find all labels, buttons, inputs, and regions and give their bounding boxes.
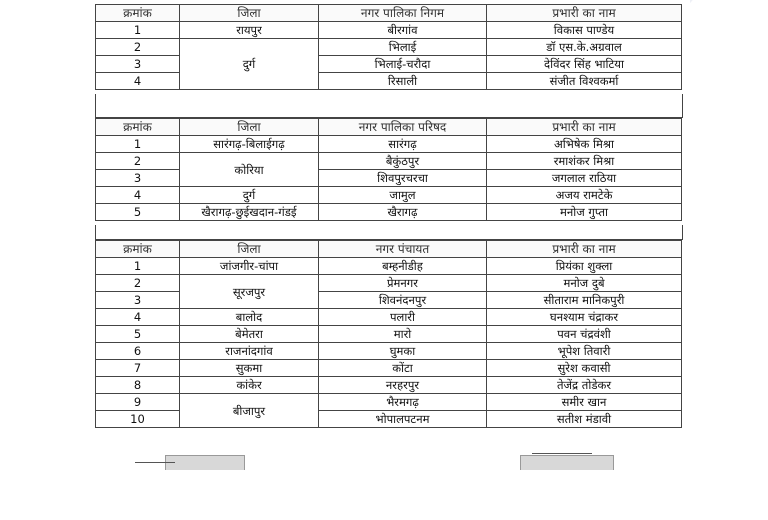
table-nagar-panchayat xyxy=(95,240,682,428)
body-cell: कोंटा xyxy=(319,360,487,377)
incharge-cell: सतीश मंडावी xyxy=(487,411,682,428)
body-cell: घुमका xyxy=(319,343,487,360)
signature-stroke-right xyxy=(532,453,592,454)
table-row xyxy=(96,136,682,153)
incharge-cell: घनश्याम चंद्राकर xyxy=(487,309,682,326)
body-cell: भोपालपटनम xyxy=(319,411,487,428)
section-separator xyxy=(95,225,683,240)
serial-cell: 3 xyxy=(96,56,180,73)
table-row xyxy=(96,343,682,360)
serial-cell: 1 xyxy=(96,136,180,153)
header-district: जिला xyxy=(180,5,319,22)
incharge-cell: समीर खान xyxy=(487,394,682,411)
header-body: नगर पालिका परिषद xyxy=(319,119,487,136)
serial-cell: 5 xyxy=(96,204,180,221)
incharge-cell: अजय रामटेके xyxy=(487,187,682,204)
body-cell: बैकुंठपुर xyxy=(319,153,487,170)
incharge-cell: संजीत विश्वकर्मा xyxy=(487,73,682,90)
header-serial: क्रमांक xyxy=(96,5,180,22)
district-cell: कोरिया xyxy=(180,153,319,187)
district-cell: सारंगढ़-बिलाईगढ़ xyxy=(180,136,319,153)
district-cell: सूरजपुर xyxy=(180,275,319,309)
body-cell: बीरगांव xyxy=(319,22,487,39)
serial-cell: 6 xyxy=(96,343,180,360)
incharge-cell: डॉ एस.के.अग्रवाल xyxy=(487,39,682,56)
body-cell: रिसाली xyxy=(319,73,487,90)
serial-cell: 2 xyxy=(96,153,180,170)
header-body: नगर पालिका निगम xyxy=(319,5,487,22)
incharge-cell: तेजेंद्र तोडेकर xyxy=(487,377,682,394)
district-cell: रायपुर xyxy=(180,22,319,39)
body-cell: प्रेमनगर xyxy=(319,275,487,292)
body-cell: जामुल xyxy=(319,187,487,204)
district-cell: बालोद xyxy=(180,309,319,326)
table-row xyxy=(96,275,682,292)
body-cell: शिवनंदनपुर xyxy=(319,292,487,309)
body-cell: मारो xyxy=(319,326,487,343)
district-cell: दुर्ग xyxy=(180,39,319,90)
table-row xyxy=(96,187,682,204)
signature-stroke-left xyxy=(135,462,175,463)
serial-cell: 3 xyxy=(96,292,180,309)
table-row xyxy=(96,39,682,56)
section-separator xyxy=(95,94,683,118)
serial-cell: 4 xyxy=(96,309,180,326)
table-header-row xyxy=(96,119,682,136)
body-cell: पलारी xyxy=(319,309,487,326)
incharge-cell: प्रियंका शुक्ला xyxy=(487,258,682,275)
incharge-cell: पवन चंद्रवंशी xyxy=(487,326,682,343)
signature-stamp-left xyxy=(165,455,245,470)
body-cell: खैरागढ़ xyxy=(319,204,487,221)
header-serial: क्रमांक xyxy=(96,119,180,136)
body-cell: भिलाई-चरौदा xyxy=(319,56,487,73)
incharge-cell: देविंदर सिंह भाटिया xyxy=(487,56,682,73)
table-row xyxy=(96,258,682,275)
header-incharge: प्रभारी का नाम xyxy=(487,119,682,136)
body-cell: भैरमगढ़ xyxy=(319,394,487,411)
table-header-row xyxy=(96,5,682,22)
serial-cell: 3 xyxy=(96,170,180,187)
district-cell: दुर्ग xyxy=(180,187,319,204)
serial-cell: 10 xyxy=(96,411,180,428)
table-row xyxy=(96,204,682,221)
serial-cell: 5 xyxy=(96,326,180,343)
district-cell: बीजापुर xyxy=(180,394,319,428)
serial-cell: 7 xyxy=(96,360,180,377)
body-cell: भिलाई xyxy=(319,39,487,56)
signature-stamp-right xyxy=(520,455,614,470)
incharge-cell: जगलाल राठिया xyxy=(487,170,682,187)
body-cell: नरहरपुर xyxy=(319,377,487,394)
district-cell: सुकमा xyxy=(180,360,319,377)
table-row xyxy=(96,360,682,377)
incharge-cell: सुरेश कवासी xyxy=(487,360,682,377)
serial-cell: 1 xyxy=(96,22,180,39)
serial-cell: 8 xyxy=(96,377,180,394)
incharge-cell: रमाशंकर मिश्रा xyxy=(487,153,682,170)
header-district: जिला xyxy=(180,119,319,136)
header-serial: क्रमांक xyxy=(96,241,180,258)
serial-cell: 1 xyxy=(96,258,180,275)
table-nagar-palika-parishad xyxy=(95,118,682,221)
district-cell: बेमेतरा xyxy=(180,326,319,343)
incharge-cell: अभिषेक मिश्रा xyxy=(487,136,682,153)
incharge-cell: मनोज दुबे xyxy=(487,275,682,292)
header-incharge: प्रभारी का नाम xyxy=(487,241,682,258)
table-row xyxy=(96,309,682,326)
table-header-row xyxy=(96,241,682,258)
serial-cell: 2 xyxy=(96,275,180,292)
incharge-cell: मनोज गुप्ता xyxy=(487,204,682,221)
header-incharge: प्रभारी का नाम xyxy=(487,5,682,22)
district-cell: कांकेर xyxy=(180,377,319,394)
serial-cell: 2 xyxy=(96,39,180,56)
body-cell: बम्हनीडीह xyxy=(319,258,487,275)
table-row xyxy=(96,22,682,39)
incharge-cell: विकास पाण्डेय xyxy=(487,22,682,39)
serial-cell: 9 xyxy=(96,394,180,411)
district-cell: जांजगीर-चांपा xyxy=(180,258,319,275)
table-nagar-palika-nigam xyxy=(95,4,682,90)
incharge-cell: भूपेश तिवारी xyxy=(487,343,682,360)
table-row xyxy=(96,377,682,394)
header-body: नगर पंचायत xyxy=(319,241,487,258)
district-cell: खैरागढ़-छुईखदान-गंडई xyxy=(180,204,319,221)
incharge-cell: सीताराम मानिकपुरी xyxy=(487,292,682,309)
district-cell: राजनांदगांव xyxy=(180,343,319,360)
serial-cell: 4 xyxy=(96,187,180,204)
table-row xyxy=(96,326,682,343)
serial-cell: 4 xyxy=(96,73,180,90)
table-row xyxy=(96,394,682,411)
body-cell: सारंगढ़ xyxy=(319,136,487,153)
header-district: जिला xyxy=(180,241,319,258)
body-cell: शिवपुरचरचा xyxy=(319,170,487,187)
table-row xyxy=(96,153,682,170)
